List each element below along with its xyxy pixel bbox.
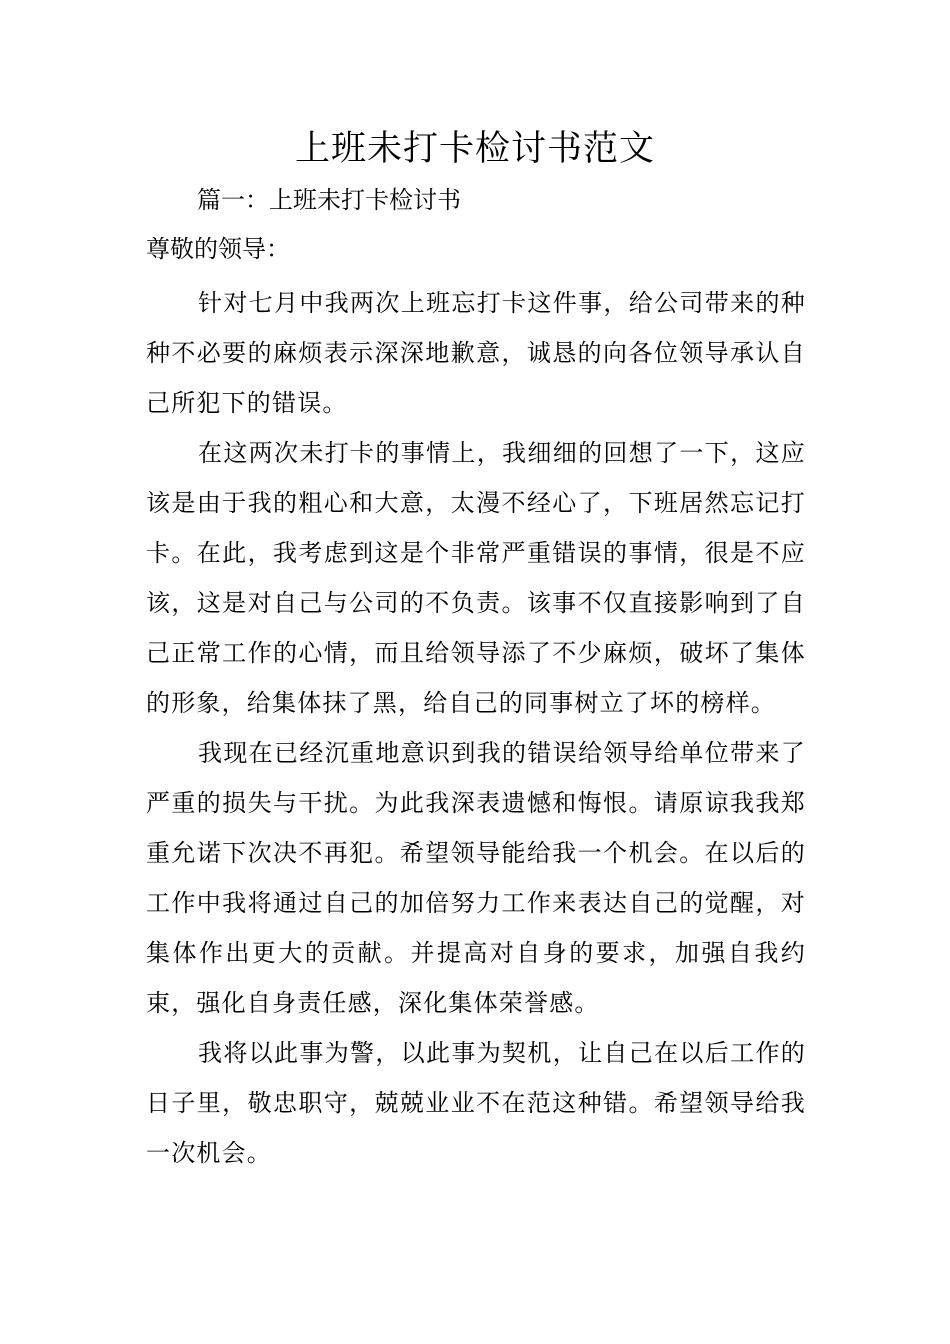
document-body [146,278,806,1178]
salutation: 尊敬的领导： [146,235,290,263]
paragraph-2: 在这两次未打卡的事情上，我细细的回想了一下，这应该是由于我的粗心和大意，太漫不经心了，下班居然忘记打卡。在此，我考虑到这是个非常严重错误的事情，很是不应该，这是对自己与公司的不负责。该事不仅直接影响到了自己正常工作的心情，而且给领导添了不少麻烦，破坏了集体的形象，给集体抹了黑，给自己的同事树立了坏的榜样。 [146,439,806,717]
paragraph-4: 我将以此事为警，以此事为契机，让自己在以后工作的日子里，敬忠职守，兢兢业业不在范这种错。希望领导给我一次机会。 [146,1039,806,1167]
document-title: 上班未打卡检讨书范文 [294,129,655,169]
document-subtitle: 篇一：上班未打卡检讨书 [197,186,461,214]
paragraph-3: 我现在已经沉重地意识到我的错误给领导给单位带来了严重的损失与干扰。为此我深表遗憾和悔恨。请原谅我我郑重允诺下次决不再犯。希望领导能给我一个机会。在以后的工作中我将通过自己的加倍努力工作来表达自己的觉醒，对集体作出更大的贡献。并提高对自身的要求，加强自我约束，强化自身责任感，深化集体荣誉感。 [146,739,806,1017]
paragraph-1: 针对七月中我两次上班忘打卡这件事，给公司带来的种种不必要的麻烦表示深深地歉意，诚恳的向各位领导承认自己所犯下的错误。 [146,289,806,417]
